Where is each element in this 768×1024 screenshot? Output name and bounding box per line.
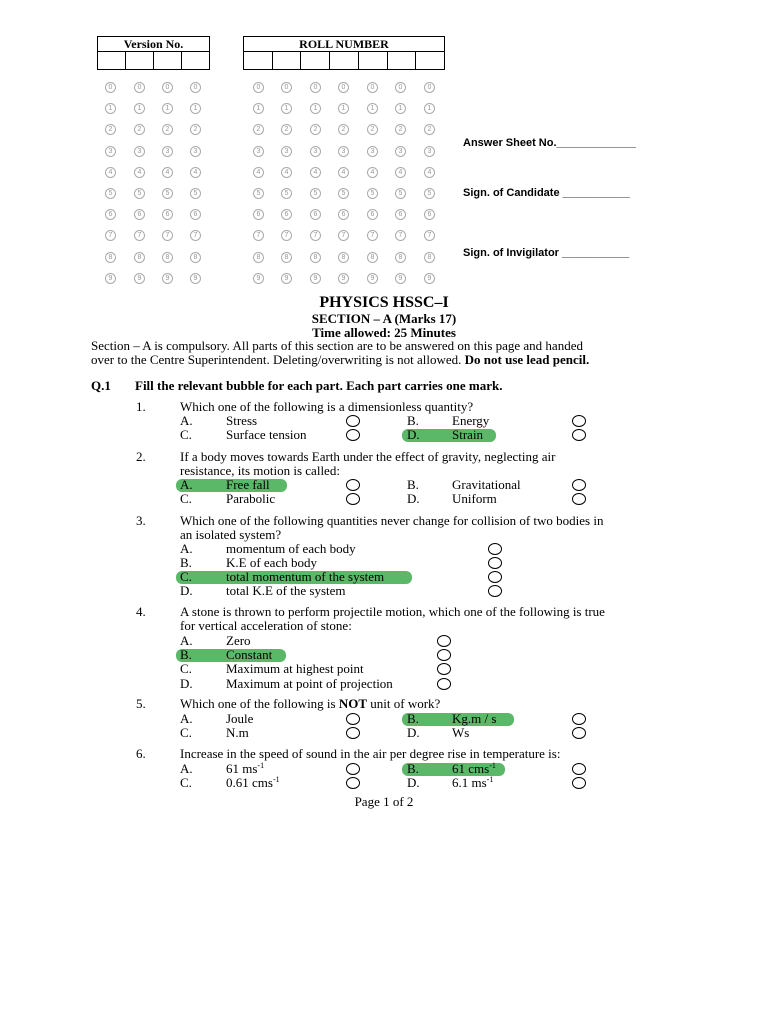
roll-digit-bubble[interactable]: 8 bbox=[395, 252, 406, 263]
version-digit-bubble[interactable]: 6 bbox=[134, 209, 145, 220]
question-number: 5. bbox=[136, 696, 146, 711]
option-letter: A. bbox=[180, 541, 193, 556]
option-letter: D. bbox=[407, 725, 420, 740]
version-digit-bubble[interactable]: 0 bbox=[162, 82, 173, 93]
option-letter: D. bbox=[407, 491, 420, 506]
version-digit-bubble[interactable]: 8 bbox=[162, 252, 173, 263]
answer-bubble-4a[interactable] bbox=[437, 635, 451, 647]
roll-digit-bubble[interactable]: 4 bbox=[253, 167, 264, 178]
option-text: Surface tension bbox=[226, 427, 307, 442]
roll-digit-bubble[interactable]: 7 bbox=[310, 230, 321, 241]
version-digit-bubble[interactable]: 9 bbox=[105, 273, 116, 284]
version-digit-bubble[interactable]: 3 bbox=[105, 146, 116, 157]
roll-digit-bubble[interactable]: 1 bbox=[367, 103, 378, 114]
answer-bubble-5b[interactable] bbox=[572, 713, 586, 725]
version-digit-bubble[interactable]: 8 bbox=[105, 252, 116, 263]
roll-digit-bubble[interactable]: 4 bbox=[395, 167, 406, 178]
roll-digit-bubble[interactable]: 1 bbox=[281, 103, 292, 114]
option-text: momentum of each body bbox=[226, 541, 356, 556]
roll-digit-bubble[interactable]: 9 bbox=[367, 273, 378, 284]
option-letter: B. bbox=[407, 477, 419, 492]
roll-digit-bubble[interactable]: 5 bbox=[310, 188, 321, 199]
answer-bubble-6d[interactable] bbox=[572, 777, 586, 789]
option-text: Maximum at point of projection bbox=[226, 676, 393, 691]
option-letter: C. bbox=[180, 775, 192, 790]
option-letter: A. bbox=[180, 711, 193, 726]
option-letter: B. bbox=[180, 555, 192, 570]
question-number: 3. bbox=[136, 513, 146, 528]
option-text: 6.1 $ms^{-1}$ bbox=[452, 775, 494, 790]
answer-bubble-3a[interactable] bbox=[488, 543, 502, 555]
version-digit-bubble[interactable]: 4 bbox=[134, 167, 145, 178]
version-digit-bubble[interactable]: 1 bbox=[105, 103, 116, 114]
answer-bubble-4b[interactable] bbox=[437, 649, 451, 661]
answer-bubble-4d[interactable] bbox=[437, 678, 451, 690]
version-digit-bubble[interactable]: 6 bbox=[105, 209, 116, 220]
roll-digit-bubble[interactable]: 9 bbox=[253, 273, 264, 284]
roll-digit-bubble[interactable]: 6 bbox=[367, 209, 378, 220]
version-number-box bbox=[97, 36, 210, 70]
option-text: 61 cms$^{-1}$ bbox=[452, 761, 496, 776]
option-text: Parabolic bbox=[226, 491, 276, 506]
version-digit-bubble[interactable]: 5 bbox=[190, 188, 201, 199]
version-digit-bubble[interactable]: 7 bbox=[190, 230, 201, 241]
option-text: total K.E of the system bbox=[226, 583, 346, 598]
roll-digit-bubble[interactable]: 3 bbox=[281, 146, 292, 157]
question-text: Which one of the following is NOT unit of work? bbox=[180, 696, 441, 711]
roll-digit-bubble[interactable]: 8 bbox=[310, 252, 321, 263]
question-number: 6. bbox=[136, 746, 146, 761]
version-digit-bubble[interactable]: 2 bbox=[162, 124, 173, 135]
version-digit-bubble[interactable]: 2 bbox=[190, 124, 201, 135]
roll-digit-bubble[interactable]: 8 bbox=[367, 252, 378, 263]
option-letter: C. bbox=[180, 427, 192, 442]
roll-digit-bubble[interactable]: 3 bbox=[253, 146, 264, 157]
roll-digit-bubble[interactable]: 6 bbox=[338, 209, 349, 220]
option-text: Kg.m / s bbox=[452, 711, 497, 726]
roll-digit-bubble[interactable]: 2 bbox=[253, 124, 264, 135]
roll-digit-bubble[interactable]: 6 bbox=[395, 209, 406, 220]
option-letter: D. bbox=[180, 583, 193, 598]
section-heading: SECTION – A (Marks 17) bbox=[311, 311, 457, 326]
version-number-label: Version No. bbox=[98, 37, 209, 52]
page-title: PHYSICS HSSC–I bbox=[319, 294, 449, 311]
roll-digit-bubble[interactable]: 0 bbox=[281, 82, 292, 93]
roll-digit-bubble[interactable]: 3 bbox=[367, 146, 378, 157]
option-text: 0.61 cms$^{-1}$ bbox=[226, 775, 280, 790]
roll-digit-bubble[interactable]: 2 bbox=[424, 124, 435, 135]
question-text: an isolated system? bbox=[180, 527, 282, 542]
question-number: 1. bbox=[136, 399, 146, 414]
roll-digit-bubble[interactable]: 5 bbox=[338, 188, 349, 199]
page-number: Page 1 of 2 bbox=[354, 794, 414, 809]
roll-digit-bubble[interactable]: 4 bbox=[424, 167, 435, 178]
option-text: Strain bbox=[452, 427, 484, 442]
option-letter: A. bbox=[180, 633, 193, 648]
answer-sheet-number: Answer Sheet No._____________ bbox=[463, 137, 637, 149]
question-text: Increase in the speed of sound in the air per degree rise in temperature is: bbox=[180, 746, 561, 761]
instructions-warning: Do not use lead pencil. bbox=[464, 352, 590, 367]
roll-digit-bubble[interactable]: 1 bbox=[424, 103, 435, 114]
option-text: Zero bbox=[226, 633, 251, 648]
option-letter: C. bbox=[180, 569, 192, 584]
answer-bubble-5d[interactable] bbox=[572, 727, 586, 739]
option-letter: A. bbox=[180, 477, 193, 492]
question-label: Q.1 bbox=[91, 378, 111, 393]
version-digit-bubble[interactable]: 8 bbox=[190, 252, 201, 263]
version-digit-bubble[interactable]: 7 bbox=[134, 230, 145, 241]
roll-digit-bubble[interactable]: 1 bbox=[310, 103, 321, 114]
answer-bubble-2c[interactable] bbox=[346, 493, 360, 505]
answer-bubble-1c[interactable] bbox=[346, 429, 360, 441]
roll-digit-bubble[interactable]: 1 bbox=[395, 103, 406, 114]
option-text: Joule bbox=[226, 711, 254, 726]
version-digit-bubble[interactable]: 9 bbox=[190, 273, 201, 284]
version-digit-bubble[interactable]: 1 bbox=[134, 103, 145, 114]
answer-bubble-1b[interactable] bbox=[572, 415, 586, 427]
roll-digit-bubble[interactable]: 3 bbox=[395, 146, 406, 157]
answer-bubble-5c[interactable] bbox=[346, 727, 360, 739]
roll-digit-bubble[interactable]: 2 bbox=[310, 124, 321, 135]
version-digit-bubble[interactable]: 6 bbox=[162, 209, 173, 220]
roll-digit-bubble[interactable]: 4 bbox=[367, 167, 378, 178]
roll-digit-bubble[interactable]: 4 bbox=[338, 167, 349, 178]
answer-bubble-2b[interactable] bbox=[572, 479, 586, 491]
roll-digit-bubble[interactable]: 8 bbox=[338, 252, 349, 263]
roll-digit-bubble[interactable]: 9 bbox=[424, 273, 435, 284]
roll-digit-bubble[interactable]: 2 bbox=[338, 124, 349, 135]
roll-digit-bubble[interactable]: 5 bbox=[424, 188, 435, 199]
roll-digit-bubble[interactable]: 3 bbox=[310, 146, 321, 157]
instructions-line-2: over to the Centre Superintendent. Deleting/overwriting is not allowed. Do not use lead pencil. bbox=[91, 352, 590, 367]
option-letter: C. bbox=[180, 491, 192, 506]
option-text: Ws bbox=[452, 725, 470, 740]
roll-digit-bubble[interactable]: 7 bbox=[424, 230, 435, 241]
option-text: Gravitational bbox=[452, 477, 521, 492]
question-text: If a body moves towards Earth under the effect of gravity, neglecting air bbox=[180, 449, 556, 464]
option-text: Maximum at highest point bbox=[226, 661, 364, 676]
answer-bubble-1a[interactable] bbox=[346, 415, 360, 427]
answer-bubble-3b[interactable] bbox=[488, 557, 502, 569]
question-text: Which one of the following quantities never change for collision of two bodies in bbox=[180, 513, 604, 528]
roll-digit-bubble[interactable]: 4 bbox=[310, 167, 321, 178]
option-letter: D. bbox=[180, 676, 193, 691]
roll-digit-bubble[interactable]: 1 bbox=[338, 103, 349, 114]
roll-digit-bubble[interactable]: 5 bbox=[253, 188, 264, 199]
option-letter: A. bbox=[180, 413, 193, 428]
roll-digit-bubble[interactable]: 8 bbox=[281, 252, 292, 263]
version-digit-bubble[interactable]: 5 bbox=[134, 188, 145, 199]
question-text: for vertical acceleration of stone: bbox=[180, 618, 352, 633]
question-text: resistance, its motion is called: bbox=[180, 463, 340, 478]
version-digit-bubble[interactable]: 0 bbox=[134, 82, 145, 93]
question-text: A stone is thrown to perform projectile motion, which one of the following is true bbox=[180, 604, 605, 619]
roll-digit-bubble[interactable]: 7 bbox=[281, 230, 292, 241]
version-digit-bubble[interactable]: 4 bbox=[105, 167, 116, 178]
roll-digit-bubble[interactable]: 2 bbox=[395, 124, 406, 135]
roll-digit-bubble[interactable]: 2 bbox=[281, 124, 292, 135]
version-digit-bubble[interactable]: 2 bbox=[134, 124, 145, 135]
roll-digit-bubble[interactable]: 6 bbox=[424, 209, 435, 220]
option-letter: B. bbox=[407, 761, 419, 776]
version-digit-bubble[interactable]: 2 bbox=[105, 124, 116, 135]
question-number: 4. bbox=[136, 604, 146, 619]
answer-bubble-1d[interactable] bbox=[572, 429, 586, 441]
option-text: total momentum of the system bbox=[226, 569, 385, 584]
version-digit-bubble[interactable]: 1 bbox=[162, 103, 173, 114]
roll-digit-bubble[interactable]: 5 bbox=[395, 188, 406, 199]
option-text: 61 $ms^{-1}$ bbox=[226, 761, 265, 776]
question-number: 2. bbox=[136, 449, 146, 464]
roll-digit-bubble[interactable]: 0 bbox=[310, 82, 321, 93]
roll-number-label: ROLL NUMBER bbox=[244, 37, 444, 52]
option-text: Uniform bbox=[452, 491, 497, 506]
roll-digit-bubble[interactable]: 0 bbox=[338, 82, 349, 93]
roll-digit-bubble[interactable]: 3 bbox=[338, 146, 349, 157]
version-digit-bubble[interactable]: 8 bbox=[134, 252, 145, 263]
version-digit-bubble[interactable]: 7 bbox=[105, 230, 116, 241]
option-text: Constant bbox=[226, 647, 273, 662]
version-digit-bubble[interactable]: 6 bbox=[190, 209, 201, 220]
version-digit-bubble[interactable]: 5 bbox=[105, 188, 116, 199]
roll-digit-bubble[interactable]: 2 bbox=[367, 124, 378, 135]
roll-digit-bubble[interactable]: 9 bbox=[395, 273, 406, 284]
option-text: N.m bbox=[226, 725, 249, 740]
roll-digit-bubble[interactable]: 1 bbox=[253, 103, 264, 114]
version-digit-bubble[interactable]: 4 bbox=[190, 167, 201, 178]
roll-digit-bubble[interactable]: 8 bbox=[253, 252, 264, 263]
roll-digit-bubble[interactable]: 7 bbox=[253, 230, 264, 241]
version-digit-bubble[interactable]: 0 bbox=[105, 82, 116, 93]
option-text: K.E of each body bbox=[226, 555, 317, 570]
answer-bubble-2a[interactable] bbox=[346, 479, 360, 491]
roll-digit-bubble[interactable]: 0 bbox=[424, 82, 435, 93]
roll-digit-bubble[interactable]: 7 bbox=[338, 230, 349, 241]
version-digit-bubble[interactable]: 1 bbox=[190, 103, 201, 114]
roll-digit-bubble[interactable]: 0 bbox=[253, 82, 264, 93]
roll-digit-bubble[interactable]: 7 bbox=[367, 230, 378, 241]
roll-digit-bubble[interactable]: 6 bbox=[310, 209, 321, 220]
option-letter: D. bbox=[407, 775, 420, 790]
option-letter: D. bbox=[407, 427, 420, 442]
answer-bubble-6a[interactable] bbox=[346, 763, 360, 775]
roll-digit-bubble[interactable]: 9 bbox=[281, 273, 292, 284]
question-text: Which one of the following is a dimensionless quantity? bbox=[180, 399, 474, 414]
roll-digit-bubble[interactable]: 5 bbox=[367, 188, 378, 199]
roll-digit-bubble[interactable]: 0 bbox=[367, 82, 378, 93]
roll-digit-bubble[interactable]: 7 bbox=[395, 230, 406, 241]
answer-bubble-2d[interactable] bbox=[572, 493, 586, 505]
answer-bubble-3d[interactable] bbox=[488, 585, 502, 597]
roll-digit-bubble[interactable]: 9 bbox=[310, 273, 321, 284]
option-letter: C. bbox=[180, 661, 192, 676]
roll-digit-bubble[interactable]: 0 bbox=[395, 82, 406, 93]
version-digit-bubble[interactable]: 3 bbox=[190, 146, 201, 157]
version-digit-bubble[interactable]: 5 bbox=[162, 188, 173, 199]
option-letter: B. bbox=[407, 711, 419, 726]
answer-bubble-6b[interactable] bbox=[572, 763, 586, 775]
roll-digit-bubble[interactable]: 5 bbox=[281, 188, 292, 199]
roll-digit-bubble[interactable]: 3 bbox=[424, 146, 435, 157]
option-letter: B. bbox=[180, 647, 192, 662]
time-allowed: Time allowed: 25 Minutes bbox=[312, 325, 456, 340]
roll-number-box bbox=[243, 36, 445, 70]
option-letter: A. bbox=[180, 761, 193, 776]
version-digit-bubble[interactable]: 0 bbox=[190, 82, 201, 93]
option-text: Energy bbox=[452, 413, 490, 428]
version-digit-bubble[interactable]: 7 bbox=[162, 230, 173, 241]
answer-bubble-5a[interactable] bbox=[346, 713, 360, 725]
answer-bubble-4c[interactable] bbox=[437, 663, 451, 675]
version-digit-bubble[interactable]: 3 bbox=[134, 146, 145, 157]
roll-digit-bubble[interactable]: 4 bbox=[281, 167, 292, 178]
roll-digit-bubble[interactable]: 6 bbox=[281, 209, 292, 220]
version-digit-bubble[interactable]: 4 bbox=[162, 167, 173, 178]
version-digit-bubble[interactable]: 3 bbox=[162, 146, 173, 157]
option-text: Stress bbox=[226, 413, 258, 428]
option-text: Free fall bbox=[226, 477, 270, 492]
version-digit-bubble[interactable]: 9 bbox=[162, 273, 173, 284]
roll-digit-bubble[interactable]: 9 bbox=[338, 273, 349, 284]
roll-digit-bubble[interactable]: 6 bbox=[253, 209, 264, 220]
answer-bubble-6c[interactable] bbox=[346, 777, 360, 789]
version-digit-bubble[interactable]: 9 bbox=[134, 273, 145, 284]
option-letter: B. bbox=[407, 413, 419, 428]
option-letter: C. bbox=[180, 725, 192, 740]
candidate-signature: Sign. of Candidate ___________ bbox=[463, 187, 630, 199]
answer-bubble-3c[interactable] bbox=[488, 571, 502, 583]
invigilator-signature: Sign. of Invigilator ___________ bbox=[463, 247, 630, 259]
roll-digit-bubble[interactable]: 8 bbox=[424, 252, 435, 263]
instructions-line-1: Section – A is compulsory. All parts of this section are to be answered on this page and handed bbox=[91, 338, 583, 353]
question-instruction: Fill the relevant bubble for each part. Each part carries one mark. bbox=[135, 378, 503, 393]
